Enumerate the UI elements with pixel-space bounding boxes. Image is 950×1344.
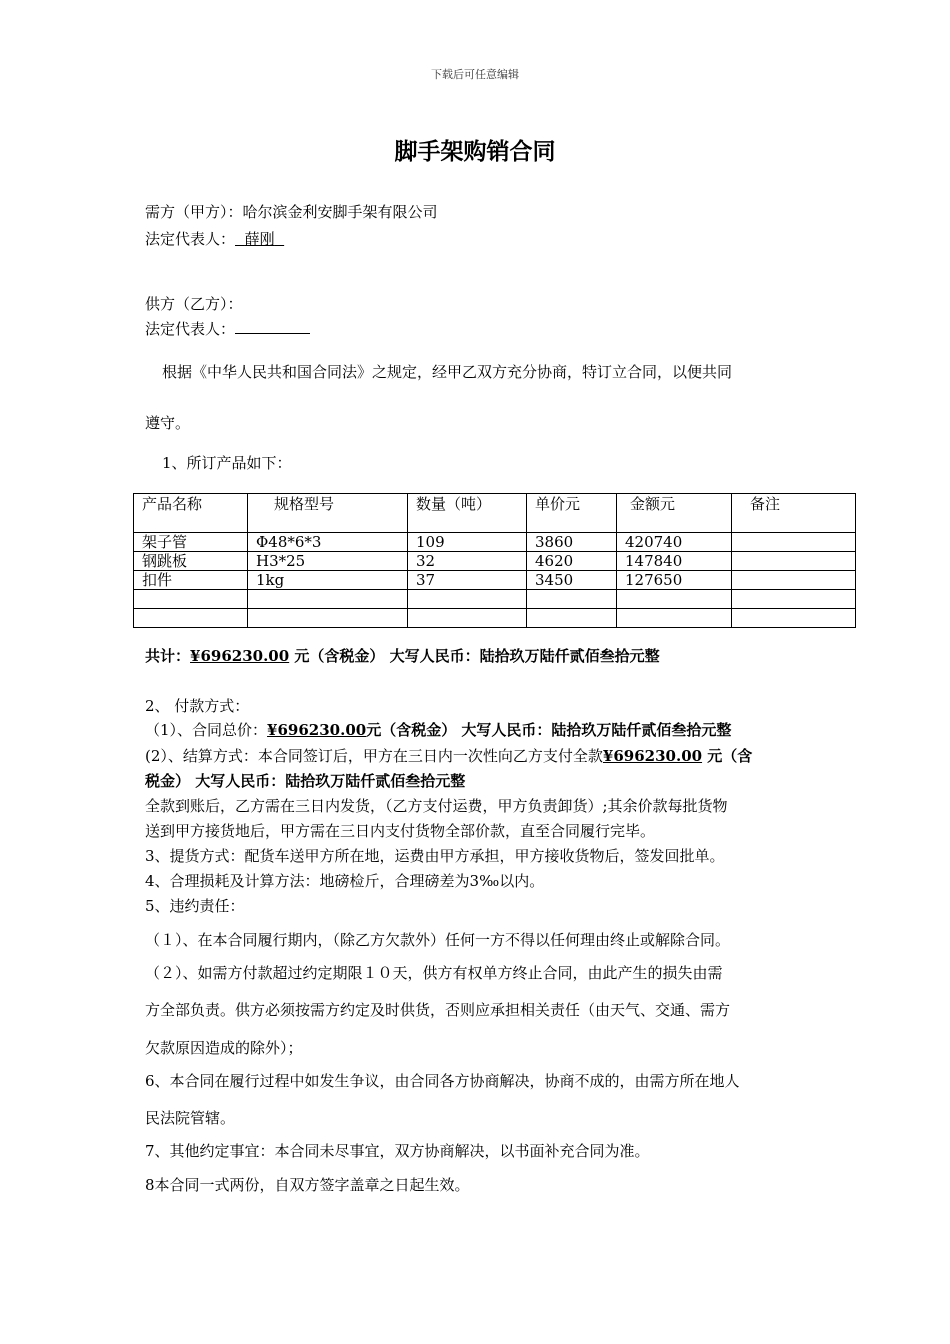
section-2-p1 bbox=[145, 720, 731, 740]
total-suffix: 元（含税金） 大写人民币：陆拾玖万陆仟贰佰叁拾元整 bbox=[294, 647, 660, 665]
section-1-heading: 1、所订产品如下： bbox=[162, 454, 292, 472]
header-cell: 金额元 bbox=[617, 494, 732, 533]
section-2-p3-line2: 送到甲方接货地后，甲方需在三日内支付货物全部价款，直至合同履行完毕。 bbox=[145, 822, 656, 840]
section-2-heading: 2、 付款方式： bbox=[145, 697, 250, 715]
section-5-p2-line2: 方全部负责。供方必须按需方约定及时供货，否则应承担相关责任（由天气、交通、需方 bbox=[145, 1001, 731, 1019]
buyer-name: 哈尔滨金利安脚手架有限公司 bbox=[242, 203, 438, 221]
table-cell: 1kg bbox=[248, 571, 408, 590]
table-cell bbox=[408, 609, 527, 628]
table-row bbox=[134, 571, 856, 590]
section-5-p1: （１）、在本合同履行期内，（除乙方欠款外）任何一方不得以任何理由终止或解除合同。 bbox=[145, 931, 731, 949]
seller-line: 供方（乙方）： bbox=[145, 295, 243, 313]
table-cell bbox=[732, 590, 856, 609]
section-8: 8本合同一式两份，自双方签字盖章之日起生效。 bbox=[145, 1176, 470, 1194]
document-title: 脚手架购销合同 bbox=[394, 139, 556, 165]
table-cell: 127650 bbox=[617, 571, 732, 590]
header-cell: 单价元 bbox=[527, 494, 617, 533]
table-cell: 钢跳板 bbox=[134, 552, 248, 571]
p2-suffix: 元（含 bbox=[702, 747, 753, 765]
table-cell bbox=[732, 571, 856, 590]
table-cell: 4620 bbox=[527, 552, 617, 571]
table-cell bbox=[617, 590, 732, 609]
table-cell bbox=[732, 533, 856, 552]
intro-line-1: 根据《中华人民共和国合同法》之规定，经甲乙双方充分协商，特订立合同，以便共同 bbox=[162, 363, 733, 381]
section-3: 3、提货方式：配货车送甲方所在地，运费由甲方承担，甲方接收货物后，签发回批单。 bbox=[145, 847, 725, 865]
total-line bbox=[145, 646, 660, 666]
table-cell: 32 bbox=[408, 552, 527, 571]
table-row bbox=[134, 590, 856, 609]
products-table bbox=[133, 493, 856, 628]
table-cell: H3*25 bbox=[248, 552, 408, 571]
table-cell bbox=[527, 590, 617, 609]
p2-prefix: (2）、结算方式：本合同签订后，甲方在三日内一次性向乙方支付全款 bbox=[145, 747, 603, 765]
p2-amount: ¥696230.00 bbox=[602, 747, 703, 765]
p1-amount: ¥696230.00 bbox=[267, 721, 367, 739]
section-6-line2: 民法院管辖。 bbox=[145, 1109, 236, 1127]
buyer-rep-label: 法定代表人： bbox=[145, 230, 236, 248]
header-cell: 数量（吨） bbox=[408, 494, 527, 533]
table-cell: 109 bbox=[408, 533, 527, 552]
table-cell: 147840 bbox=[617, 552, 732, 571]
table-cell bbox=[732, 609, 856, 628]
table-cell bbox=[134, 609, 248, 628]
table-row bbox=[134, 609, 856, 628]
intro-line-2: 遵守。 bbox=[145, 414, 191, 432]
p1-suffix: 元（含税金） 大写人民币：陆拾玖万陆仟贰佰叁拾元整 bbox=[366, 721, 732, 739]
table-cell: 420740 bbox=[617, 533, 732, 552]
buyer-line bbox=[145, 202, 438, 222]
table-cell bbox=[732, 552, 856, 571]
total-amount: ¥696230.00 bbox=[190, 647, 290, 665]
table-cell: 架子管 bbox=[134, 533, 248, 552]
seller-rep-blank bbox=[235, 319, 310, 334]
table-row bbox=[134, 552, 856, 571]
section-5-heading: 5、违约责任： bbox=[145, 897, 245, 915]
table-cell bbox=[527, 609, 617, 628]
table-header-row bbox=[134, 494, 856, 533]
table-cell bbox=[617, 609, 732, 628]
header-cell: 规格型号 bbox=[248, 494, 408, 533]
table-cell: 扣件 bbox=[134, 571, 248, 590]
section-6-line1: 6、本合同在履行过程中如发生争议，由合同各方协商解决，协商不成的，由需方所在地人 bbox=[145, 1072, 740, 1090]
table-cell: 3860 bbox=[527, 533, 617, 552]
section-2-p3-line1: 全款到账后，乙方需在三日内发货，（乙方支付运费，甲方负责卸货）;其余价款每批货物 bbox=[145, 797, 728, 815]
table-cell bbox=[408, 590, 527, 609]
section-5-p2-line1: （２）、如需方付款超过约定期限１０天，供方有权单方终止合同，由此产生的损失由需 bbox=[145, 964, 723, 982]
section-7: 7、其他约定事宜：本合同未尽事宜，双方协商解决，以书面补充合同为准。 bbox=[145, 1142, 650, 1160]
table-cell bbox=[248, 609, 408, 628]
table-cell bbox=[248, 590, 408, 609]
p1-prefix: （1）、合同总价： bbox=[145, 721, 268, 739]
table-cell: Φ48*6*3 bbox=[248, 533, 408, 552]
header-cell: 产品名称 bbox=[134, 494, 248, 533]
table-cell: 37 bbox=[408, 571, 527, 590]
seller-rep-label: 法定代表人： bbox=[145, 320, 236, 338]
table-row bbox=[134, 533, 856, 552]
section-5-p2-line3: 欠款原因造成的除外）； bbox=[145, 1039, 303, 1057]
table-cell bbox=[134, 590, 248, 609]
seller-rep-line bbox=[145, 319, 310, 339]
buyer-rep-line bbox=[145, 229, 284, 249]
total-prefix: 共计： bbox=[145, 647, 191, 665]
buyer-label: 需方（甲方）： bbox=[145, 203, 243, 221]
section-4: 4、合理损耗及计算方法：地磅检斤，合理磅差为3‰以内。 bbox=[145, 872, 545, 890]
buyer-rep-name: 薛刚 bbox=[244, 230, 275, 248]
table-cell: 3450 bbox=[527, 571, 617, 590]
page-header: 下载后可任意编辑 bbox=[431, 68, 519, 81]
header-cell: 备注 bbox=[732, 494, 856, 533]
section-2-p2 bbox=[145, 746, 752, 766]
section-2-p2-cont: 税金） 大写人民币：陆拾玖万陆仟贰佰叁拾元整 bbox=[145, 772, 466, 790]
